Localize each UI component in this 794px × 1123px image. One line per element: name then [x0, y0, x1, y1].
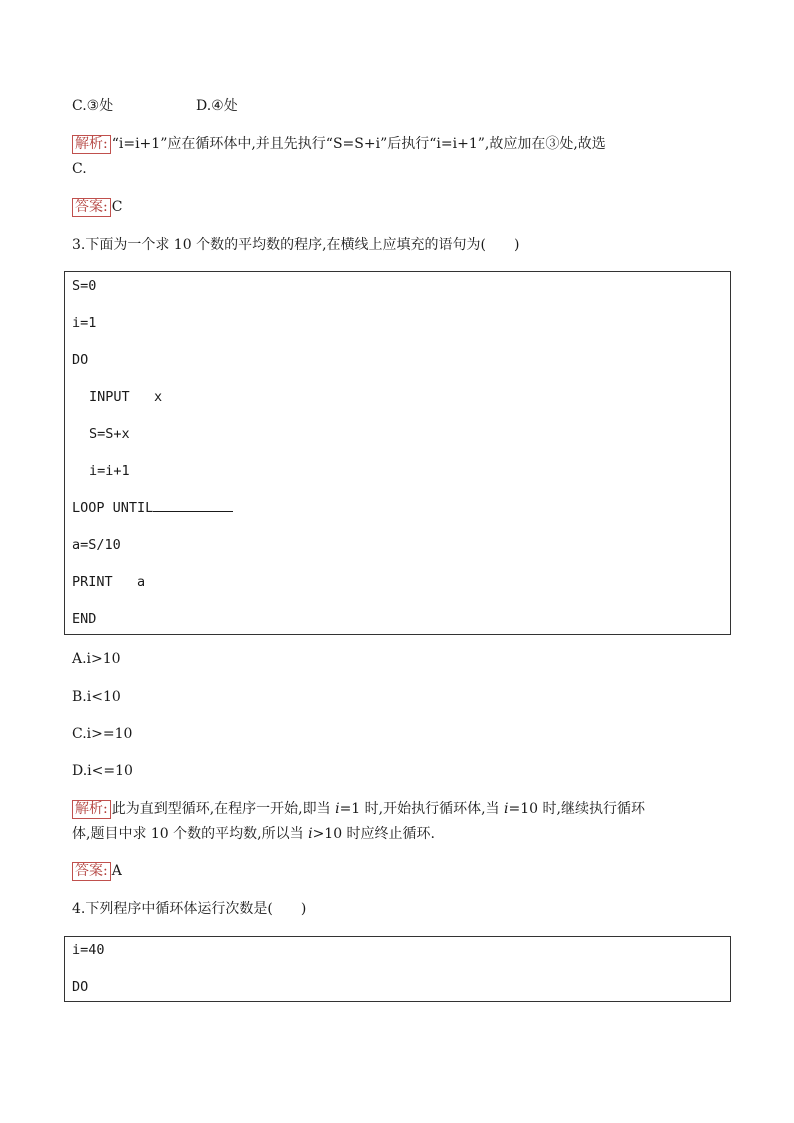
code-line: PRINT a: [72, 574, 146, 590]
answer-label: 答案:: [72, 862, 111, 881]
code-keyword: LOOP UNTIL: [72, 500, 154, 516]
answer-label: 答案:: [72, 198, 111, 217]
variable-i: i: [504, 801, 509, 817]
code-line: S=0: [72, 278, 97, 294]
code-line: i=i+1: [89, 463, 130, 479]
analysis-text: “i=i+1”应在循环体中,并且先执行“S=S+i”后执行“i=i+1”,故应加在③处,故选: [111, 136, 606, 152]
code-line: S=S+x: [89, 426, 130, 442]
code-line: i=1: [72, 315, 97, 331]
option-d: D.i<=10: [72, 763, 133, 779]
option-c: C.③处: [72, 98, 114, 114]
answer-q2: [72, 198, 122, 217]
analysis-text: =1 时,开始执行循环体,当: [339, 801, 505, 817]
fill-in-blank: [153, 499, 233, 512]
option-d: D.④处: [196, 98, 238, 114]
analysis-text: 此为直到型循环,在程序一开始,即当: [111, 801, 336, 817]
code-box-q4: [64, 936, 731, 1002]
analysis-q3: [72, 800, 645, 819]
analysis-label: 解析:: [72, 800, 111, 819]
code-line: DO: [72, 979, 89, 995]
option-b: B.i<10: [72, 689, 121, 705]
variable-i: i: [308, 826, 313, 842]
code-line: INPUT x: [89, 389, 163, 405]
code-box-q3: [64, 271, 731, 635]
code-line-loop-until: [72, 499, 233, 517]
analysis-text: =10 时,继续执行循环: [508, 801, 645, 817]
option-c: C.i>=10: [72, 726, 133, 742]
code-line: a=S/10: [72, 537, 121, 553]
code-line: END: [72, 611, 97, 627]
analysis-label: 解析:: [72, 135, 111, 154]
answer-value: A: [111, 863, 122, 879]
analysis-q2: [72, 135, 606, 154]
variable-i: i: [335, 801, 340, 817]
code-line: i=40: [72, 942, 105, 958]
analysis-text: 体,题目中求 10 个数的平均数,所以当: [72, 826, 309, 842]
analysis-q3-cont: [72, 825, 435, 843]
question-4-stem: 4.下列程序中循环体运行次数是( ): [72, 901, 307, 917]
answer-q3: [72, 862, 122, 881]
code-line: DO: [72, 352, 89, 368]
question-3-stem: 3.下面为一个求 10 个数的平均数的程序,在横线上应填充的语句为( ): [72, 237, 520, 253]
answer-value: C: [111, 199, 123, 215]
analysis-text: >10 时应终止循环.: [312, 826, 436, 842]
analysis-q2-cont: C.: [72, 161, 87, 177]
option-a: A.i>10: [72, 651, 121, 667]
